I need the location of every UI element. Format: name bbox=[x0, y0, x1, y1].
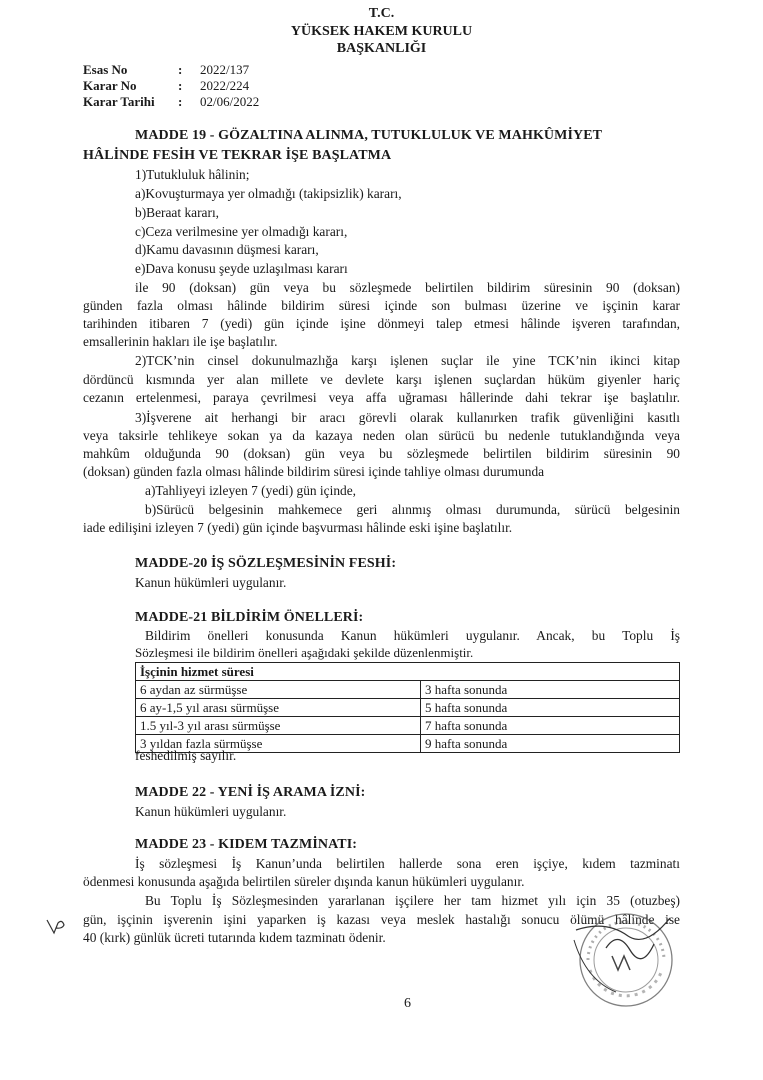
meta-value: 02/06/2022 bbox=[200, 94, 260, 109]
article-19-line: d)Kamu davasının düşmesi kararı, bbox=[135, 242, 319, 257]
table-cell-duration: 6 ay-1,5 yıl arası sürmüşse bbox=[136, 699, 421, 717]
header-tc: T.C. bbox=[368, 6, 395, 21]
article-19-line: 1)Tutukluluk hâlinin; bbox=[135, 167, 250, 182]
meta-sep: : bbox=[178, 78, 183, 93]
article-19-line: veya taksirle tehlikeye sokan ya da kazaya neden olan sürücü bu nedenle tutuklandığında veya bbox=[83, 428, 680, 443]
case-meta bbox=[83, 62, 259, 110]
header-presidency: BAŞKANLIĞI bbox=[336, 41, 427, 56]
table-cell-duration: 1.5 yıl-3 yıl arası sürmüşse bbox=[136, 717, 421, 735]
article-19-title-line2: HÂLİNDE FESİH VE TEKRAR İŞE BAŞLATMA bbox=[83, 148, 392, 163]
article-19-line: ile 90 (doksan) gün veya bu sözleşmede belirtilen bildirim süresinin 90 (doksan) bbox=[135, 280, 680, 295]
page-number: 6 bbox=[404, 996, 411, 1011]
article-21-title: MADDE-21 BİLDİRİM ÖNELLERİ: bbox=[135, 610, 364, 625]
article-19-line: 2)TCK’nin cinsel dokunulmazlığa karşı işlenen suçlar ile yine TCK’nin ikinci kitap bbox=[135, 353, 680, 368]
article-19-line: mahkûm olduğunda 90 (doksan) gün veya bu sözleşmede belirtilen bildirim süresinin 90 bbox=[83, 446, 680, 461]
table-cell-notice: 3 hafta sonunda bbox=[421, 681, 680, 699]
article-22-text: Kanun hükümleri uygulanır. bbox=[135, 804, 287, 819]
article-23-line: ödenmesi konusunda aşağıda belirtilen süreler dışında kanun hükümleri uygulanır. bbox=[83, 874, 525, 889]
article-19-line: (doksan) günden fazla olması hâlinde bildirim süresi içinde tahliye olması durumunda bbox=[83, 464, 545, 479]
article-19-line: cezanın ertelenmesi, paraya çevrilmesi veya affa uğraması hâllerinde dahi tekrar işe başlatılır. bbox=[83, 390, 680, 405]
table-cell-duration: 6 aydan az sürmüşse bbox=[136, 681, 421, 699]
article-19-line: günden fazla olması hâlinde bildirim süresi içinde son bulması üzerine ve işçinin karar bbox=[83, 298, 680, 313]
meta-row-tarih bbox=[83, 94, 259, 110]
article-19-title-line1: MADDE 19 - GÖZALTINA ALINMA, TUTUKLULUK VE MAHKÛMİYET bbox=[135, 128, 603, 143]
table-header: İşçinin hizmet süresi bbox=[136, 663, 680, 681]
official-stamp-icon bbox=[566, 900, 686, 1010]
article-19-line: tarihinden itibaren 7 (yedi) gün içinde işine dönmeyi talep etmesi hâlinde işveren tarafından, bbox=[83, 316, 680, 331]
table-row bbox=[136, 699, 680, 717]
table-cell-duration: 3 yıldan fazla sürmüşse bbox=[136, 735, 421, 753]
meta-value: 2022/137 bbox=[200, 62, 250, 77]
article-19-line: dördüncü kısmında yer alan millete ve devlete karşı işlenen suçlardan hüküm giyenler hariç bbox=[83, 372, 680, 387]
article-23-title: MADDE 23 - KIDEM TAZMİNATI: bbox=[135, 837, 358, 852]
article-19-line: iade edilişini izleyen 7 (yedi) gün içinde başvurması hâlinde eski işine başlatılır. bbox=[83, 520, 513, 535]
table-cell-notice: 7 hafta sonunda bbox=[421, 717, 680, 735]
article-19-line: a)Kovuşturmaya yer olmadığı (takipsizlik) kararı, bbox=[135, 186, 402, 201]
article-23-line: 40 (kırk) günlük ücreti tutarında kıdem tazminatı ödenir. bbox=[83, 930, 386, 945]
article-21-after: feshedilmiş sayılır. bbox=[135, 748, 237, 763]
article-21-line: Sözleşmesi ile bildirim önelleri aşağıdaki şekilde düzenlenmiştir. bbox=[135, 645, 474, 660]
article-20-text: Kanun hükümleri uygulanır. bbox=[135, 575, 287, 590]
article-23-line: İş sözleşmesi İş Kanun’unda belirtilen hallerde sona eren işçiye, kıdem tazminatı bbox=[135, 856, 680, 871]
meta-row-esas bbox=[83, 62, 259, 78]
article-22-title: MADDE 22 - YENİ İŞ ARAMA İZNİ: bbox=[135, 785, 366, 800]
article-19-line: emsallerinin hakları ile işe başlatılır. bbox=[83, 334, 278, 349]
header-institution: YÜKSEK HAKEM KURULU bbox=[290, 24, 473, 39]
notice-period-table bbox=[135, 662, 680, 753]
table-cell-notice: 9 hafta sonunda bbox=[421, 735, 680, 753]
table-header-row bbox=[136, 663, 680, 681]
table-row bbox=[136, 717, 680, 735]
table-cell-notice: 5 hafta sonunda bbox=[421, 699, 680, 717]
article-21-line: Bildirim önelleri konusunda Kanun hükümleri uygulanır. Ancak, bu Toplu İş bbox=[145, 628, 680, 643]
meta-value: 2022/224 bbox=[200, 78, 250, 93]
article-19-line: 3)İşverene ait herhangi bir aracı görevli olarak kullanırken trafik güvenliğini kasıtlı bbox=[135, 410, 680, 425]
meta-sep: : bbox=[178, 62, 183, 77]
article-19-line: a)Tahliyeyi izleyen 7 (yedi) gün içinde, bbox=[145, 483, 356, 498]
article-23-line: Bu Toplu İş Sözleşmesinden yararlanan işçilere her tam hizmet yılı için 35 (otuzbeş) bbox=[145, 893, 680, 908]
meta-sep: : bbox=[178, 94, 183, 109]
table-row bbox=[136, 681, 680, 699]
article-23-line: gün, işçinin işverenin işini yaparken iş kazası veya meslek hastalığı sonucu ölümü hâlinde ise bbox=[83, 912, 680, 927]
article-19-line: b)Beraat kararı, bbox=[135, 205, 220, 220]
meta-label: Esas No bbox=[83, 62, 128, 77]
article-19-line: c)Ceza verilmesine yer olmadığı kararı, bbox=[135, 224, 348, 239]
meta-label: Karar No bbox=[83, 78, 137, 93]
handwritten-mark-icon bbox=[44, 917, 68, 937]
article-19-line: e)Dava konusu şeyde uzlaşılması kararı bbox=[135, 261, 348, 276]
meta-label: Karar Tarihi bbox=[83, 94, 155, 109]
article-20-title: MADDE-20 İŞ SÖZLEŞMESİNİN FESHİ: bbox=[135, 556, 397, 571]
article-19-line: b)Sürücü belgesinin mahkemece geri alınmış olması durumunda, sürücü belgesinin bbox=[145, 502, 680, 517]
meta-row-karar bbox=[83, 78, 259, 94]
